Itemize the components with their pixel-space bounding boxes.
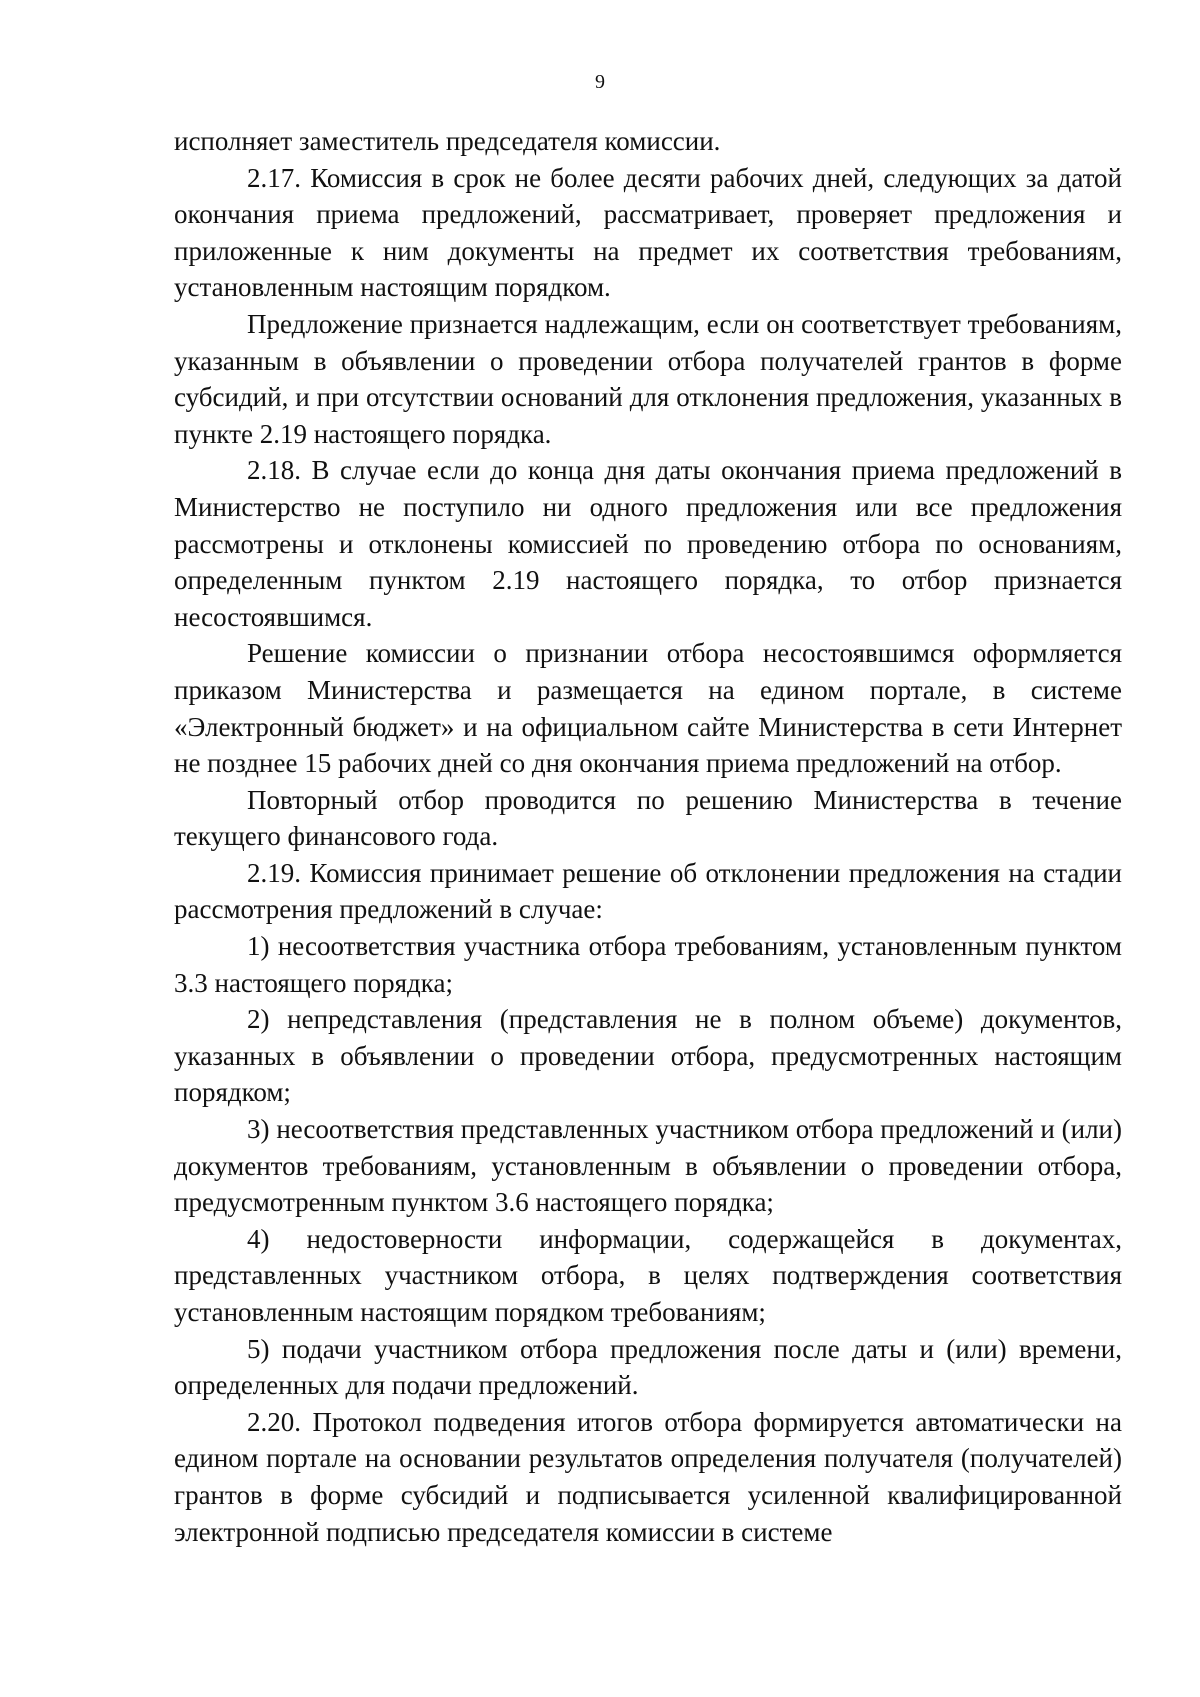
paragraph-commission-decision: Решение комиссии о признании отбора несостоявшимся оформляется приказом Министерства и размещается на едином портале, в системе «Электронный бюджет» и на официальном сайте Министерства в сети Интернет не позднее 15 рабочих дней со дня окончания приема предложений на отбор. bbox=[174, 638, 1122, 779]
paragraph-repeat-selection: Повторный отбор проводится по решению Министерства в течение текущего финансового года. bbox=[174, 784, 1122, 852]
paragraph-2-17: 2.17. Комиссия в срок не более десяти рабочих дней, следующих за датой окончания приема предложений, рассматривает, проверяет предложения и приложенные к ним документы на предмет их соответствия требованиям, установленным настоящим порядком. bbox=[174, 162, 1122, 303]
paragraph-2-19: 2.19. Комиссия принимает решение об отклонении предложения на стадии рассмотрения предложений в случае: bbox=[174, 857, 1122, 925]
page-number: 9 bbox=[595, 71, 605, 93]
list-item-1: 1) несоответствия участника отбора требованиям, установленным пунктом 3.3 настоящего порядка; bbox=[174, 931, 1122, 998]
list-item-2: 2) непредставления (представления не в полном объеме) документов, указанных в объявлении о проведении отбора, предусмотренных настоящим порядком; bbox=[174, 1004, 1122, 1108]
paragraph-proposal-adequacy: Предложение признается надлежащим, если он соответствует требованиям, указанным в объявлении о проведении отбора получателей грантов в форме субсидий, и при отсутствии оснований для отклонения предложения, указанных в пункте 2.19 настоящего порядка. bbox=[174, 308, 1122, 449]
document-body bbox=[174, 123, 1122, 1550]
list-item-5: 5) подачи участником отбора предложения после даты и (или) времени, определенных для подачи предложений. bbox=[174, 1333, 1122, 1401]
list-item-4: 4) недостоверности информации, содержащейся в документах, представленных участником отбора, в целях подтверждения соответствия установленным настоящим порядком требованиям; bbox=[174, 1223, 1122, 1327]
paragraph-2-20: 2.20. Протокол подведения итогов отбора формируется автоматически на едином портале на основании результатов определения получателя (получателей) грантов в форме субсидий и подписывается усиленной квалифицированной электронной подписью председателя комиссии в системе bbox=[174, 1406, 1122, 1547]
paragraph-continuation: исполняет заместитель председателя комиссии. bbox=[174, 126, 721, 156]
list-item-3: 3) несоответствия представленных участником отбора предложений и (или) документов требованиям, установленным в объявлении о проведении отбора, предусмотренным пунктом 3.6 настоящего порядка; bbox=[174, 1114, 1122, 1218]
paragraph-2-18: 2.18. В случае если до конца дня даты окончания приема предложений в Министерство не поступило ни одного предложения или все предложения рассмотрены и отклонены комиссией по проведению отбора по основаниям, определенным пунктом 2.19 настоящего порядка, то отбор признается несостоявшимся. bbox=[174, 455, 1122, 632]
